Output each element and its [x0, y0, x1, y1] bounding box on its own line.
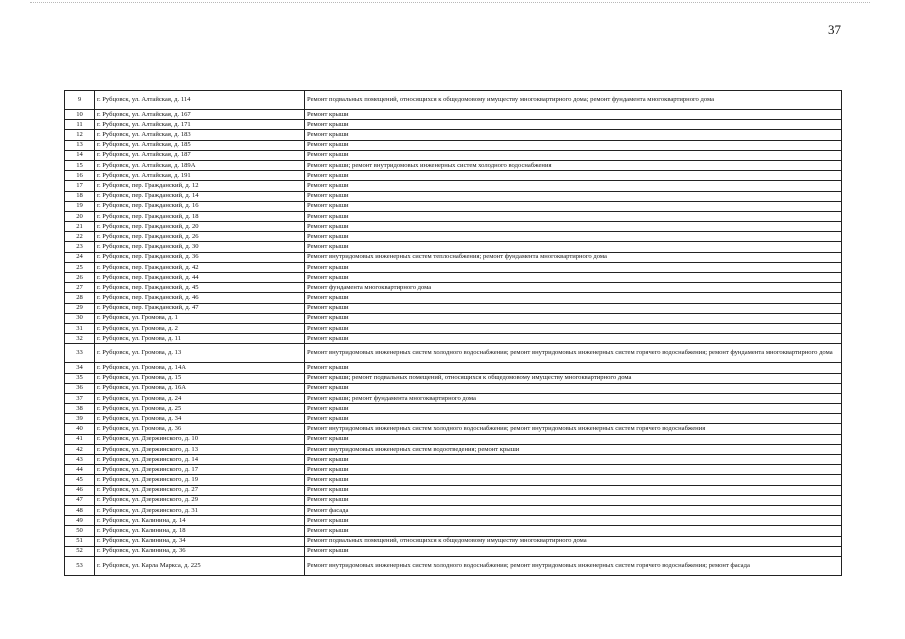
table-row: [65, 160, 842, 170]
scan-top-edge: [30, 2, 870, 3]
work-type-cell: Ремонт подвальных помещений, относящихся к общедомовому имуществу многоквартирного дома: [305, 536, 842, 546]
row-number-cell: 25: [65, 262, 95, 272]
work-type-cell: Ремонт крыши; ремонт подвальных помещений, относящихся к общедомовому имуществу многоквартирного дома: [305, 373, 842, 383]
table-row: [65, 150, 842, 160]
table-row: [65, 313, 842, 323]
work-type-cell: Ремонт крыши: [305, 485, 842, 495]
address-cell: г. Рубцовск, пер. Гражданский, д. 12: [95, 181, 305, 191]
table-row: [65, 232, 842, 242]
table-row: [65, 120, 842, 130]
row-number-cell: 19: [65, 201, 95, 211]
table-row: [65, 536, 842, 546]
work-type-cell: Ремонт фундамента многоквартирного дома: [305, 283, 842, 293]
address-cell: г. Рубцовск, пер. Гражданский, д. 46: [95, 293, 305, 303]
row-number-cell: 16: [65, 171, 95, 181]
address-cell: г. Рубцовск, пер. Гражданский, д. 18: [95, 211, 305, 221]
table-body: [65, 91, 842, 576]
table-row: [65, 191, 842, 201]
address-cell: г. Рубцовск, ул. Дзержинского, д. 29: [95, 495, 305, 505]
table-row: [65, 293, 842, 303]
row-number-cell: 12: [65, 130, 95, 140]
address-cell: г. Рубцовск, пер. Гражданский, д. 45: [95, 283, 305, 293]
row-number-cell: 47: [65, 495, 95, 505]
address-cell: г. Рубцовск, ул. Громова, д. 2: [95, 323, 305, 333]
address-cell: г. Рубцовск, ул. Громова, д. 11: [95, 334, 305, 344]
row-number-cell: 36: [65, 383, 95, 393]
work-type-cell: Ремонт крыши: [305, 130, 842, 140]
address-cell: г. Рубцовск, ул. Алтайская, д. 185: [95, 140, 305, 150]
address-cell: г. Рубцовск, пер. Гражданский, д. 42: [95, 262, 305, 272]
work-type-cell: Ремонт крыши: [305, 363, 842, 373]
row-number-cell: 13: [65, 140, 95, 150]
address-cell: г. Рубцовск, пер. Гражданский, д. 47: [95, 303, 305, 313]
row-number-cell: 39: [65, 414, 95, 424]
work-type-cell: Ремонт крыши: [305, 334, 842, 344]
row-number-cell: 46: [65, 485, 95, 495]
work-type-cell: Ремонт крыши: [305, 526, 842, 536]
row-number-cell: 27: [65, 283, 95, 293]
work-type-cell: Ремонт крыши: [305, 313, 842, 323]
table-row: [65, 505, 842, 515]
table-row: [65, 424, 842, 434]
address-cell: г. Рубцовск, ул. Алтайская, д. 189А: [95, 160, 305, 170]
address-cell: г. Рубцовск, ул. Алтайская, д. 191: [95, 171, 305, 181]
work-type-cell: Ремонт внутридомовых инженерных систем водоотведения; ремонт крыши: [305, 444, 842, 454]
table-row: [65, 334, 842, 344]
address-cell: г. Рубцовск, ул. Калинина, д. 34: [95, 536, 305, 546]
table-row: [65, 455, 842, 465]
row-number-cell: 9: [65, 91, 95, 110]
row-number-cell: 49: [65, 516, 95, 526]
row-number-cell: 37: [65, 393, 95, 403]
work-type-cell: Ремонт крыши: [305, 150, 842, 160]
table-row: [65, 363, 842, 373]
work-type-cell: Ремонт внутридомовых инженерных систем холодного водоснабжения; ремонт внутридомовых инженерных систем горячего водоснабжения; ремонт фундамента многоквартирного дома: [305, 344, 842, 363]
table-row: [65, 546, 842, 556]
work-type-cell: Ремонт крыши: [305, 242, 842, 252]
table-row: [65, 222, 842, 232]
houses-repair-table: [64, 90, 842, 576]
row-number-cell: 40: [65, 424, 95, 434]
row-number-cell: 30: [65, 313, 95, 323]
address-cell: г. Рубцовск, ул. Алтайская, д. 183: [95, 130, 305, 140]
address-cell: г. Рубцовск, ул. Алтайская, д. 187: [95, 150, 305, 160]
work-type-cell: Ремонт крыши: [305, 434, 842, 444]
row-number-cell: 48: [65, 505, 95, 515]
address-cell: г. Рубцовск, пер. Гражданский, д. 36: [95, 252, 305, 262]
work-type-cell: Ремонт внутридомовых инженерных систем холодного водоснабжения; ремонт внутридомовых инженерных систем горячего водоснабжения: [305, 424, 842, 434]
address-cell: г. Рубцовск, ул. Калинина, д. 36: [95, 546, 305, 556]
row-number-cell: 14: [65, 150, 95, 160]
work-type-cell: Ремонт крыши: [305, 110, 842, 120]
work-type-cell: Ремонт крыши: [305, 262, 842, 272]
address-cell: г. Рубцовск, ул. Дзержинского, д. 31: [95, 505, 305, 515]
address-cell: г. Рубцовск, ул. Дзержинского, д. 10: [95, 434, 305, 444]
work-type-cell: Ремонт крыши: [305, 222, 842, 232]
row-number-cell: 33: [65, 344, 95, 363]
table-row: [65, 181, 842, 191]
row-number-cell: 35: [65, 373, 95, 383]
address-cell: г. Рубцовск, пер. Гражданский, д. 26: [95, 232, 305, 242]
table-row: [65, 171, 842, 181]
address-cell: г. Рубцовск, ул. Калинина, д. 14: [95, 516, 305, 526]
work-type-cell: Ремонт крыши: [305, 140, 842, 150]
address-cell: г. Рубцовск, пер. Гражданский, д. 44: [95, 273, 305, 283]
address-cell: г. Рубцовск, ул. Дзержинского, д. 27: [95, 485, 305, 495]
address-cell: г. Рубцовск, ул. Дзержинского, д. 14: [95, 455, 305, 465]
table-row: [65, 273, 842, 283]
address-cell: г. Рубцовск, ул. Алтайская, д. 171: [95, 120, 305, 130]
row-number-cell: 21: [65, 222, 95, 232]
work-type-cell: Ремонт крыши: [305, 273, 842, 283]
work-type-cell: Ремонт крыши; ремонт внутридомовых инженерных систем холодного водоснабжения: [305, 160, 842, 170]
address-cell: г. Рубцовск, ул. Громова, д. 16А: [95, 383, 305, 393]
table-row: [65, 252, 842, 262]
work-type-cell: Ремонт крыши: [305, 465, 842, 475]
work-type-cell: Ремонт крыши: [305, 232, 842, 242]
row-number-cell: 34: [65, 363, 95, 373]
table-row: [65, 110, 842, 120]
row-number-cell: 18: [65, 191, 95, 201]
work-type-cell: Ремонт крыши: [305, 383, 842, 393]
table-row: [65, 556, 842, 575]
row-number-cell: 45: [65, 475, 95, 485]
table-row: [65, 414, 842, 424]
table-row: [65, 526, 842, 536]
work-type-cell: Ремонт крыши: [305, 211, 842, 221]
table-row: [65, 91, 842, 110]
row-number-cell: 38: [65, 404, 95, 414]
row-number-cell: 42: [65, 444, 95, 454]
table-row: [65, 303, 842, 313]
work-type-cell: Ремонт подвальных помещений, относящихся к общедомовому имуществу многоквартирного дома; ремонт фундамента многоквартирного дома: [305, 91, 842, 110]
address-cell: г. Рубцовск, ул. Громова, д. 34: [95, 414, 305, 424]
page-number: 37: [828, 22, 841, 37]
row-number-cell: 52: [65, 546, 95, 556]
row-number-cell: 53: [65, 556, 95, 575]
row-number-cell: 20: [65, 211, 95, 221]
table-row: [65, 323, 842, 333]
table-row: [65, 465, 842, 475]
row-number-cell: 22: [65, 232, 95, 242]
address-cell: г. Рубцовск, ул. Дзержинского, д. 17: [95, 465, 305, 475]
table-row: [65, 444, 842, 454]
address-cell: г. Рубцовск, ул. Громова, д. 1: [95, 313, 305, 323]
work-type-cell: Ремонт крыши: [305, 475, 842, 485]
table-row: [65, 140, 842, 150]
work-type-cell: Ремонт крыши: [305, 516, 842, 526]
table-row: [65, 130, 842, 140]
row-number-cell: 51: [65, 536, 95, 546]
work-type-cell: Ремонт крыши; ремонт фундамента многоквартирного дома: [305, 393, 842, 403]
work-type-cell: Ремонт крыши: [305, 495, 842, 505]
table-row: [65, 495, 842, 505]
table-row: [65, 404, 842, 414]
work-type-cell: Ремонт крыши: [305, 455, 842, 465]
work-type-cell: Ремонт внутридомовых инженерных систем теплоснабжения; ремонт фундамента многоквартирного дома: [305, 252, 842, 262]
address-cell: г. Рубцовск, ул. Калинина, д. 18: [95, 526, 305, 536]
address-cell: г. Рубцовск, ул. Дзержинского, д. 19: [95, 475, 305, 485]
row-number-cell: 23: [65, 242, 95, 252]
work-type-cell: Ремонт крыши: [305, 201, 842, 211]
work-type-cell: Ремонт фасада: [305, 505, 842, 515]
work-type-cell: Ремонт крыши: [305, 191, 842, 201]
work-type-cell: Ремонт крыши: [305, 414, 842, 424]
table-row: [65, 373, 842, 383]
row-number-cell: 24: [65, 252, 95, 262]
row-number-cell: 10: [65, 110, 95, 120]
work-type-cell: Ремонт крыши: [305, 120, 842, 130]
row-number-cell: 26: [65, 273, 95, 283]
address-cell: г. Рубцовск, ул. Громова, д. 14А: [95, 363, 305, 373]
row-number-cell: 50: [65, 526, 95, 536]
row-number-cell: 43: [65, 455, 95, 465]
row-number-cell: 32: [65, 334, 95, 344]
work-type-cell: Ремонт крыши: [305, 323, 842, 333]
address-cell: г. Рубцовск, пер. Гражданский, д. 20: [95, 222, 305, 232]
table-row: [65, 475, 842, 485]
address-cell: г. Рубцовск, ул. Громова, д. 13: [95, 344, 305, 363]
address-cell: г. Рубцовск, пер. Гражданский, д. 30: [95, 242, 305, 252]
work-type-cell: Ремонт крыши: [305, 404, 842, 414]
work-type-cell: Ремонт крыши: [305, 181, 842, 191]
address-cell: г. Рубцовск, ул. Алтайская, д. 114: [95, 91, 305, 110]
table-row: [65, 242, 842, 252]
address-cell: г. Рубцовск, пер. Гражданский, д. 14: [95, 191, 305, 201]
table-row: [65, 516, 842, 526]
work-type-cell: Ремонт крыши: [305, 546, 842, 556]
address-cell: г. Рубцовск, ул. Громова, д. 15: [95, 373, 305, 383]
table-row: [65, 201, 842, 211]
address-cell: г. Рубцовск, ул. Громова, д. 36: [95, 424, 305, 434]
table-row: [65, 485, 842, 495]
address-cell: г. Рубцовск, ул. Громова, д. 25: [95, 404, 305, 414]
work-type-cell: Ремонт внутридомовых инженерных систем холодного водоснабжения; ремонт внутридомовых инженерных систем горячего водоснабжения; ремонт фасада: [305, 556, 842, 575]
row-number-cell: 31: [65, 323, 95, 333]
row-number-cell: 41: [65, 434, 95, 444]
work-type-cell: Ремонт крыши: [305, 171, 842, 181]
address-cell: г. Рубцовск, ул. Громова, д. 24: [95, 393, 305, 403]
address-cell: г. Рубцовск, ул. Алтайская, д. 167: [95, 110, 305, 120]
address-cell: г. Рубцовск, пер. Гражданский, д. 16: [95, 201, 305, 211]
row-number-cell: 44: [65, 465, 95, 475]
table-row: [65, 344, 842, 363]
address-cell: г. Рубцовск, ул. Дзержинского, д. 13: [95, 444, 305, 454]
work-type-cell: Ремонт крыши: [305, 303, 842, 313]
address-cell: г. Рубцовск, ул. Карла Маркса, д. 225: [95, 556, 305, 575]
row-number-cell: 11: [65, 120, 95, 130]
table-row: [65, 383, 842, 393]
row-number-cell: 29: [65, 303, 95, 313]
table-row: [65, 211, 842, 221]
row-number-cell: 17: [65, 181, 95, 191]
row-number-cell: 28: [65, 293, 95, 303]
work-type-cell: Ремонт крыши: [305, 293, 842, 303]
table-row: [65, 262, 842, 272]
table-row: [65, 393, 842, 403]
table-row: [65, 434, 842, 444]
row-number-cell: 15: [65, 160, 95, 170]
table-row: [65, 283, 842, 293]
